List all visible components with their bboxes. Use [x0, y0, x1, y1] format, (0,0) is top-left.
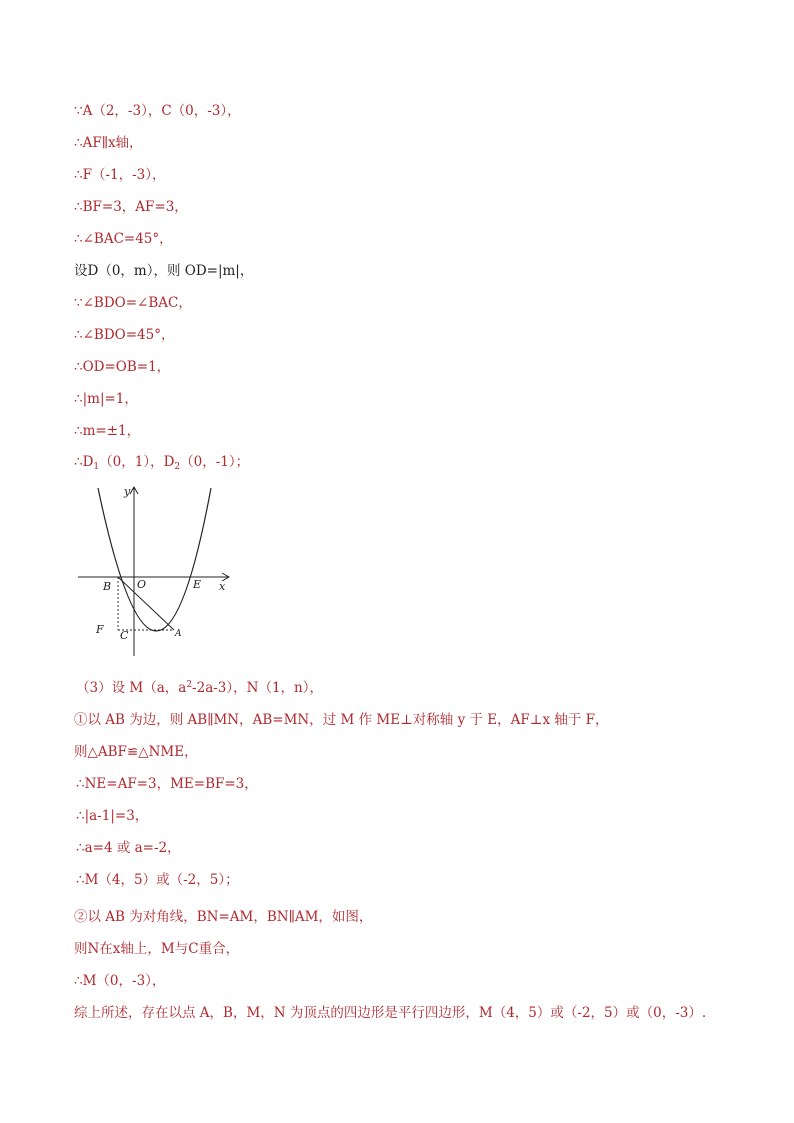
solution-line-ne: ∴NE=AF=3，ME=BF=3， [76, 776, 258, 792]
d-subscript-1: 1 [93, 462, 100, 472]
solution-line-abs: ∴|a-1|=3， [76, 808, 149, 824]
solution-line-5: ∴∠BAC=45°， [74, 231, 173, 247]
solution-line-case1: ①以 AB 为边，则 AB∥MN，AB=MN，过 M 作 ME⊥对称轴 y 于 E，AF⊥x 轴于 F， [74, 712, 609, 728]
label-c: C [120, 629, 129, 642]
part3-line [76, 680, 323, 696]
d-mid: （0，1），D [99, 454, 175, 470]
parabola-figure [74, 484, 244, 660]
d-suffix: （0，-1）； [180, 454, 250, 470]
label-b: B [103, 580, 112, 593]
label-y: y [124, 485, 131, 498]
solution-line-m-result1: ∴M（4，5）或（-2，5）； [76, 872, 239, 888]
solution-line-8: ∴∠BDO=45°， [74, 327, 175, 343]
solution-line-case2: ②以 AB 为对角线，BN=AM，BN∥AM，如图， [74, 909, 373, 925]
solution-line-congruent: 则△ABF≌△NME， [74, 744, 198, 760]
label-f: F [96, 623, 104, 636]
solution-line-conclusion: 综上所述，存在以点 A，B，M，N 为顶点的四边形是平行四边形，M（4，5）或（-2，5）或（0，-3）. [74, 1005, 707, 1021]
part3-prefix: （3）设 M（a，a [76, 680, 187, 696]
solution-line-m-result2: ∴M（0，-3）， [74, 973, 166, 989]
label-o: O [137, 578, 147, 591]
solution-line-6: 设D（0，m），则 OD=|m|， [74, 263, 254, 279]
part3-suffix: -2a-3），N（1，n）， [192, 680, 323, 696]
solution-line-11: ∴m=±1， [74, 423, 141, 439]
d-prefix: ∴D [74, 454, 94, 470]
solution-line-d-points [74, 454, 249, 470]
solution-line-3: ∴F（-1，-3）， [74, 167, 166, 183]
solution-line-2: ∴AF∥x轴， [74, 135, 143, 151]
label-e: E [193, 578, 202, 591]
d-subscript-2: 2 [174, 462, 181, 472]
solution-line-1: ∵A（2，-3），C（0，-3）， [74, 103, 241, 119]
solution-line-10: ∴|m|=1， [74, 391, 138, 407]
part3-superscript: 2 [186, 680, 193, 690]
parabola-curve [98, 488, 211, 631]
solution-line-7: ∵∠BDO=∠BAC， [74, 295, 192, 311]
solution-line-a-values: ∴a=4 或 a=-2， [76, 840, 181, 856]
solution-line-n-on-x: 则N在x轴上，M与C重合， [74, 941, 240, 957]
solution-line-9: ∴OD=OB=1， [74, 359, 171, 375]
label-x: x [219, 580, 226, 593]
solution-line-4: ∴BF=3，AF=3， [74, 199, 188, 215]
label-a: A [175, 629, 182, 639]
